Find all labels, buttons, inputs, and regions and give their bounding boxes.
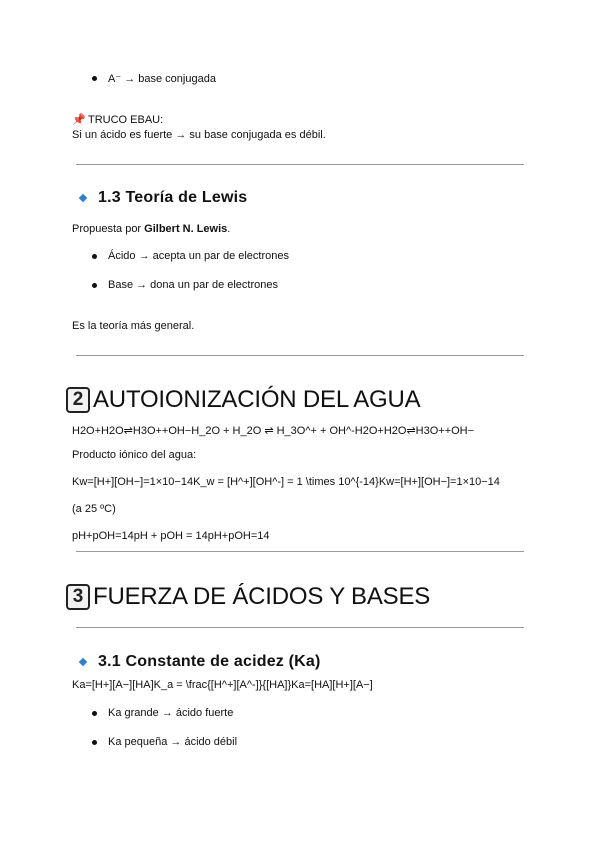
section-title: FUERZA DE ÁCIDOS Y BASES bbox=[93, 583, 431, 610]
list-item: Ácido → acepta un par de electrones bbox=[108, 250, 290, 262]
product-label: Producto iónico del agua: bbox=[72, 449, 197, 461]
bullet-dot bbox=[92, 76, 97, 81]
section-number-badge: 2 bbox=[66, 387, 90, 413]
intro-name: Gilbert N. Lewis bbox=[144, 223, 228, 235]
diamond-icon bbox=[79, 658, 87, 666]
intro-suffix: . bbox=[227, 223, 231, 235]
bullet-dot bbox=[92, 740, 97, 745]
pushpin-icon: 📌 bbox=[72, 114, 86, 126]
list-item: A⁻ → base conjugada bbox=[108, 73, 216, 85]
divider bbox=[76, 551, 524, 552]
list-item: Ka pequeña → ácido débil bbox=[108, 736, 238, 748]
equation-kw: Kw=[H+][OH−]=1×10−14K_w = [H^+][OH^-] = 1 \times 10^{-14}Kw=[H+][OH−]=1×10−14 bbox=[72, 476, 500, 488]
divider bbox=[76, 164, 524, 165]
section-heading: 3.1 Constante de acidez (Ka) bbox=[98, 653, 321, 670]
equation-ka: Ka=[H+][A−][HA]K_a = \frac{[H^+][A^-]}{[HA]}Ka=[HA][H+][A−] bbox=[72, 679, 373, 691]
section-title: AUTOIONIZACIÓN DEL AGUA bbox=[93, 386, 421, 413]
equation-ph: pH+pOH=14pH + pOH = 14pH+pOH=14 bbox=[72, 530, 270, 542]
list-item: Ka grande → ácido fuerte bbox=[108, 707, 234, 719]
list-item: Base → dona un par de electrones bbox=[108, 279, 279, 291]
section-heading: 1.3 Teoría de Lewis bbox=[98, 189, 248, 206]
divider bbox=[76, 627, 524, 628]
divider bbox=[76, 355, 524, 356]
equation-autoionization: H2O+H2O⇌H3O++OH−H_2O + H_2O ⇌ H_3O^+ + OH^-H2O+H2O⇌H3O++OH− bbox=[72, 425, 475, 437]
tip-text: Si un ácido es fuerte → su base conjugada es débil. bbox=[72, 129, 326, 141]
diamond-icon bbox=[79, 194, 87, 202]
temperature-note: (a 25 ºC) bbox=[72, 503, 116, 515]
tip-label: TRUCO EBAU: bbox=[88, 114, 164, 126]
lewis-note: Es la teoría más general. bbox=[72, 320, 195, 332]
lewis-intro bbox=[72, 223, 230, 235]
intro-prefix: Propuesta por bbox=[72, 223, 145, 235]
section-number-badge: 3 bbox=[66, 584, 90, 610]
bullet-dot bbox=[92, 711, 97, 716]
bullet-dot bbox=[92, 254, 97, 259]
bullet-dot bbox=[92, 283, 97, 288]
